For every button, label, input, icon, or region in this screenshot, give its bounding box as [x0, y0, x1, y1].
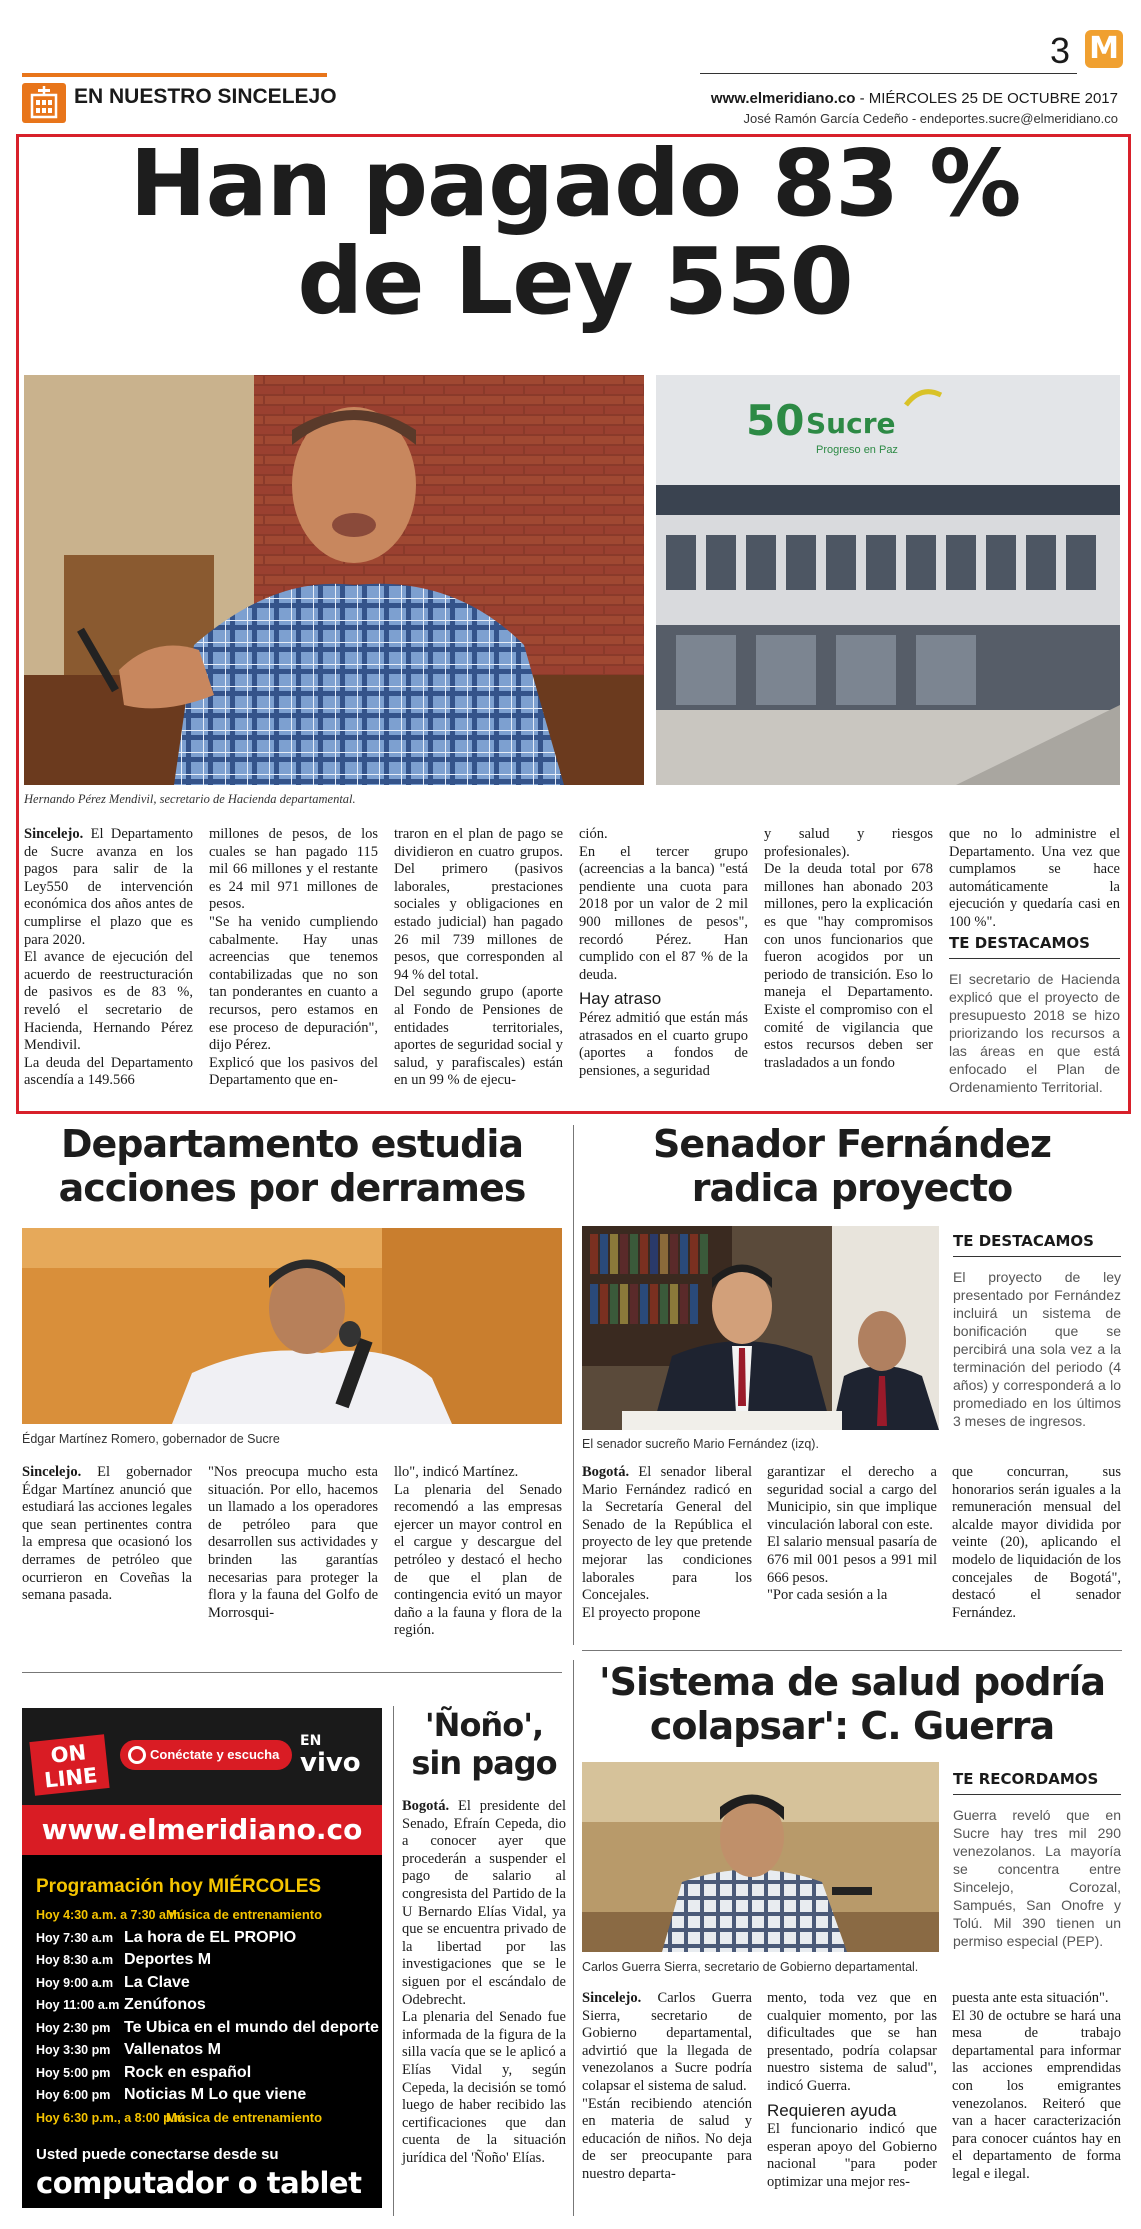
schedule-row [36, 2107, 376, 2130]
story3-col2-p1: garantizar el derecho a seguridad social a cargo del Municipio, sin que implique vinculación laboral con este. [767, 1464, 937, 1533]
story5-caption: Carlos Guerra Sierra, secretario de Gobierno departamental. [582, 1960, 919, 1974]
story3-col2-p3: "Por cada sesión a la [767, 1587, 888, 1604]
schedule-row [36, 1972, 376, 1995]
schedule-row [36, 1904, 376, 1927]
story3-box-title: TE DESTACAMOS [953, 1232, 1121, 1257]
ad-online-badge: ON LINE [29, 1734, 109, 1796]
main-col4-p3: Pérez admitió que están más atrasados en el cuarto grupo (aportes a fondos de pensiones, a seguridad [579, 1009, 748, 1079]
schedule-program: Música de entrenamiento [166, 2109, 323, 2125]
main-col1-p1 [24, 826, 193, 949]
story3-headline-line1: Senador Fernández [653, 1122, 1051, 1166]
story3-headline-line2: radica proyecto [691, 1166, 1013, 1210]
story5-headline [582, 1660, 1122, 1748]
main-col2-p1: millones de pesos, de los cuales se han pagado 115 mil 66 millones y el restante es 24 mil 971 millones de pesos. [209, 826, 378, 913]
schedule-time: Hoy 6:30 p.m., a 8:00 p.m [36, 2110, 186, 2125]
ad-vivo: vivo [300, 1748, 361, 1778]
main-col1-p2: El avance de ejecución del acuerdo de reestructuración de pasivos es de 83 %, reveló el secretario de Hacienda, Hernando Pérez Mendivil. [24, 949, 193, 1054]
story5-box-text: Guerra reveló que en Sucre hay tres mil 290 venezolanos. La mayoría se concentra entre Sincelejo, Corozal, Sampués, San Onofre y Tolú. Mil 390 tienen un permiso especial (PEP). [953, 1807, 1121, 1949]
schedule-time: Hoy 2:30 pm [36, 2020, 111, 2035]
ad-schedule [36, 1904, 379, 2129]
story5-dateline: Sincelejo. [582, 1990, 642, 2006]
schedule-program: Música de entrenamiento [166, 1907, 323, 1922]
main-col-5 [764, 826, 933, 1072]
main-col-1 [24, 826, 193, 1090]
main-box-title: TE DESTACAMOS [949, 934, 1120, 959]
story2-caption: Édgar Martínez Romero, gobernador de Sucre [22, 1432, 280, 1446]
building-sign-sub: Progreso en Paz [816, 444, 898, 456]
section-label: EN NUESTRO SINCELEJO [74, 85, 337, 108]
schedule-row [36, 2062, 376, 2085]
photo-mario-fernandez [582, 1226, 939, 1430]
meridiano-logo: M [1085, 30, 1123, 68]
schedule-time: Hoy 7:30 a.m [36, 1930, 114, 1945]
ad-url[interactable]: www.elmeridiano.co [22, 1805, 382, 1855]
story3-col2-p2: El salario mensual pasaría de 676 mil 001 pesos a 991 mil 666 pesos. [767, 1534, 937, 1586]
record-dot-icon [128, 1746, 146, 1764]
main-headline-line2: de Ley 550 [297, 228, 853, 335]
story4-p1 [402, 1798, 566, 2009]
ad-listen-button[interactable]: Conéctate y escucha [120, 1740, 292, 1770]
story2-col-2 [208, 1464, 378, 1622]
photo-gobernacion-building [656, 375, 1120, 785]
story4-headline-line2: sin pago [411, 1744, 557, 1782]
schedule-time: Hoy 3:30 pm [36, 2043, 111, 2057]
story5-col3-p1: puesta ante esta situación". [952, 1990, 1109, 2006]
story4-p1-text: El presidente del Senado, Efraín Cepeda, dio a conocer ayer que procederán a suspender el pago de salario al congresista del Partido de la U Bernardo Elías Vidal, ya que se encuentra privado de la libertad por las investigaciones que se le siguen por el escándalo de Odebrecht. [402, 1798, 566, 2008]
story5-col-2 [767, 1990, 937, 2192]
main-col3-p2: Del segundo grupo (aporte al Fondo de Pensiones de entidades territoriales, aportes de seguridad social y salud, y parafiscales) están en un 99 % de ejecu- [394, 984, 563, 1089]
schedule-program: La Clave [124, 1973, 190, 1991]
column-divider-3 [573, 1660, 574, 2216]
column-divider-1 [573, 1125, 574, 1645]
photo-edgar-martinez [22, 1228, 562, 1424]
story4-headline-line1: 'Ñoño', [424, 1706, 544, 1744]
schedule-row [36, 1994, 376, 2017]
radio-building-icon [22, 83, 66, 123]
story2-headline-line2: acciones por derrames [58, 1166, 526, 1210]
story2-col2-p1: "Nos preocupa mucho esta situación. Por ello, hacemos un llamado a los operadores de petróleo para que desarrollen sus actividades y brinden las garantías necesarias para proteger la flora y la fauna del Golfo de Morrosqui- [208, 1464, 378, 1621]
story5-col-1 [582, 1990, 752, 2184]
schedule-row [36, 2017, 379, 2040]
schedule-row [36, 1949, 376, 1972]
main-photo-caption: Hernando Pérez Mendivil, secretario de Hacienda departamental. [24, 792, 356, 806]
ad-en-vivo [300, 1730, 361, 1778]
story2-col1-p1-text: El gobernador Édgar Martínez anunció que estudiará las acciones legales que sean pertinentes contra la empresa que ocasionó los derrames de petróleo que ocurrieron en Coveñas la semana pasada. [22, 1464, 192, 1604]
schedule-row [36, 1927, 376, 1950]
story3-col-2 [767, 1464, 937, 1605]
schedule-time: Hoy 11:00 a.m [36, 1998, 120, 2012]
story3-headline [582, 1122, 1122, 1210]
ad-program-title: Programación hoy MIÉRCOLES [36, 1876, 322, 1897]
story3-box-text: El proyecto de ley presentado por Fernández incluirá un sistema de bonificación que se percibirá una sola vez a la terminación del periodo (4 años) y corresponderá a lo promediado en los últimos 3 meses de ingresos. [953, 1269, 1121, 1429]
main-col1-p1-text: El Departamento de Sucre avanza en los pagos para salir de la Ley550 de intervención económica dos años antes de cumplirse el plazo que es para 2020. [24, 826, 193, 948]
story3-dateline: Bogotá. [582, 1464, 630, 1480]
main-col-2 [209, 826, 378, 1090]
schedule-program: La hora de EL PROPIO [124, 1928, 297, 1946]
story2-headline [22, 1122, 562, 1210]
radio-ad[interactable] [22, 1708, 382, 2208]
story5-col2-p1: mento, toda vez que en cualquier momento, por las dificultades que se han presentado, podría colapsar nuestro sistema de salud", indicó Guerra. [767, 1990, 937, 2094]
story2-dateline: Sincelejo. [22, 1464, 82, 1480]
schedule-program: Deportes M [124, 1951, 212, 1968]
story5-headline-line2: colapsar': C. Guerra [649, 1704, 1055, 1748]
story2-col3-p1: llo", indicó Martínez. [394, 1464, 519, 1480]
schedule-time: Hoy 8:30 a.m [36, 1953, 114, 1967]
story3-col1-p2: El proyecto propone [582, 1604, 701, 1621]
top-rule [700, 73, 1077, 74]
main-box-text: El secretario de Hacienda explicó que el proyecto de presupuesto 2018 se hizo priorizando los recursos a las áreas en que está enfocado el Plan de Ordenamiento Territorial. [949, 971, 1120, 1095]
story4-headline [402, 1706, 566, 1782]
schedule-program: Te Ubica en el mundo del deporte [124, 2018, 379, 2036]
main-dateline: Sincelejo. [24, 826, 84, 842]
main-col2-p3: Explicó que los pasivos del Departamento que en- [209, 1054, 378, 1089]
page-number: 3 [1050, 30, 1071, 71]
story2-col3-p2: La plenaria del Senado recomendó a las empresas ejercer un mayor control en el cargue y descargue del petróleo y destacó el hecho de que el plan de contingencia evitó un mayor daño a la fauna y flora de la región. [394, 1481, 562, 1639]
main-col3-p1: traron en el plan de pago se dividieron en cuatro grupos. Del primero (pasivos laborales, prestaciones sociales y obligaciones en estado judicial) han pagado 26 mil 739 millones de pesos, que corresponden al 94 % del total. [394, 826, 563, 983]
story2-col-3 [394, 1464, 562, 1640]
main-col4-p2: En el tercer grupo (acreencias a la banca) "está pendiente una cuota para 2018 por un valor de 2 mil 900 millones de pesos", recordó Pérez. Han cumplido con el 87 % de la deuda. [579, 843, 748, 983]
main-col-3 [394, 826, 563, 1090]
issue-date: - MIÉRCOLES 25 DE OCTUBRE 2017 [855, 90, 1118, 107]
story3-col1-p1 [582, 1464, 752, 1605]
story4-p2: La plenaria del Senado fue informada de la figura de la silla vacía que se le aplicó a Elías Vidal y, según Cepeda, la decisión se tomó luego de haber recibido las certificaciones que dan cuenta de la situación jurídica del 'Ñoño' Elías. [402, 2009, 566, 2166]
dateline [711, 90, 1118, 107]
schedule-time: Hoy 9:00 a.m [36, 1975, 114, 1990]
schedule-program: Vallenatos M [124, 2041, 221, 2058]
main-col6-p1: que no lo administre el Departamento. Una vez que cumplamos se hace automáticamente la ejecución y quedaría casi en 100 %". [949, 826, 1120, 930]
schedule-program: Rock en español [124, 2063, 252, 2081]
ad-bottom-line1: Usted puede conectarse desde su [36, 2146, 279, 2163]
building-sign: Sucre [806, 407, 896, 440]
story3-caption: El senador sucreño Mario Fernández (izq). [582, 1437, 819, 1451]
story3-col-3 [952, 1464, 1121, 1622]
main-headline [40, 130, 1110, 335]
schedule-time: Hoy 4:30 a.m. a 7:30 a.m [36, 1908, 181, 1922]
main-col-6 [949, 826, 1120, 932]
story5-col-3 [952, 1990, 1121, 2184]
main-headline-line1: Han pagado 83 % [129, 130, 1021, 237]
main-col-4 [579, 826, 748, 1080]
schedule-time: Hoy 5:00 pm [36, 2065, 111, 2080]
main-col5-p1: y salud y riesgos profesionales). [764, 826, 933, 860]
ad-en: EN [300, 1733, 322, 1749]
main-col4-p1: ción. [579, 826, 608, 842]
story2-col-1 [22, 1464, 192, 1605]
sucre-50-logo: 50 [746, 396, 805, 445]
story3-col1-p1-text: El senador liberal Mario Fernández radicó en la Secretaría General del Senado de la República el proyecto de ley que pretende mejorar las condiciones laborales para los Concejales. [582, 1464, 752, 1604]
story5-col1-p1 [582, 1990, 752, 2096]
story3-col3-p1: que concurran, sus honorarios serán iguales a la remuneración mensual del alcalde mayor dividida por veinte (20), aplicando el modelo de liquidación de los concejales de Bogotá", destacó el senador Fernández. [952, 1464, 1121, 1621]
column-divider-2 [393, 1706, 394, 2216]
story5-subhead-requieren-ayuda: Requieren ayuda [767, 2100, 897, 2120]
story3-col-1 [582, 1464, 752, 1622]
site-url[interactable]: www.elmeridiano.co [710, 90, 856, 107]
story5-col1-p1-text: Carlos Guerra Sierra, secretario de Gobierno departamental, advirtió que la llegada de venezolanos a Sucre podría colapsar el sistema de salud. [582, 1990, 752, 2094]
story5-box-title: TE RECORDAMOS [953, 1770, 1121, 1795]
photo-perez-mendivil [24, 375, 644, 785]
schedule-program: Zenúfonos [124, 1996, 206, 2013]
story2-col1-p1 [22, 1464, 192, 1605]
main-col1-p3: La deuda del Departamento ascendía a 149.566 [24, 1054, 193, 1089]
section-rule [22, 73, 327, 77]
story5-col1-p2: "Están recibiendo atención en materia de salud y educación de niños. No deja de ser preocupante para nuestro departa- [582, 2095, 752, 2182]
divider-left-bottom [22, 1672, 562, 1673]
schedule-row [36, 2039, 376, 2062]
story5-col2-p2: El funcionario indicó que esperan apoyo del Gobierno nacional "para poder optimizar una mejor res- [767, 2121, 937, 2190]
main-col2-p2: "Se ha venido cumpliendo cabalmente. Hay unas acreencias que tenemos contabilizadas que no son tan ponderantes en cuanto a recursos, pero estamos en ese proceso de depuración", dijo Pérez. [209, 913, 378, 1054]
story4-body [402, 1798, 566, 2167]
divider-right-bottom [582, 1650, 1122, 1651]
schedule-program: Noticias M Lo que viene [124, 2086, 307, 2103]
main-col5-p2: De la deuda total por 678 millones han abonado 203 millones, pero la explicación es que "hay compromisos con unos funcionarios que fueron acogidos por un periodo de transición. Eso lo maneja el Departamento. Existe el compromiso con el comité de vigilancia que estos recursos deben ser trasladados a un fondo [764, 861, 933, 1071]
story5-col3-p2: El 30 de octubre se hará una mesa de trabajo departamental para informar las acciones emprendidas con los emigrantes venezolanos. Reiteró que van a hacer caracterización para conocer cuántos hay en el departamento de forma legal e ilegal. [952, 2007, 1121, 2182]
main-subhead-hay-atraso: Hay atraso [579, 989, 662, 1009]
ad-bottom-line2: computador o tablet [36, 2166, 362, 2200]
schedule-time: Hoy 6:00 pm [36, 2088, 111, 2102]
schedule-row [36, 2084, 376, 2107]
story4-dateline: Bogotá. [402, 1798, 450, 1814]
byline: José Ramón García Cedeño - endeportes.sucre@elmeridiano.co [743, 111, 1118, 126]
photo-carlos-guerra [582, 1762, 939, 1952]
story5-headline-line1: 'Sistema de salud podría [599, 1660, 1105, 1704]
story2-headline-line1: Departamento estudia [60, 1122, 524, 1166]
